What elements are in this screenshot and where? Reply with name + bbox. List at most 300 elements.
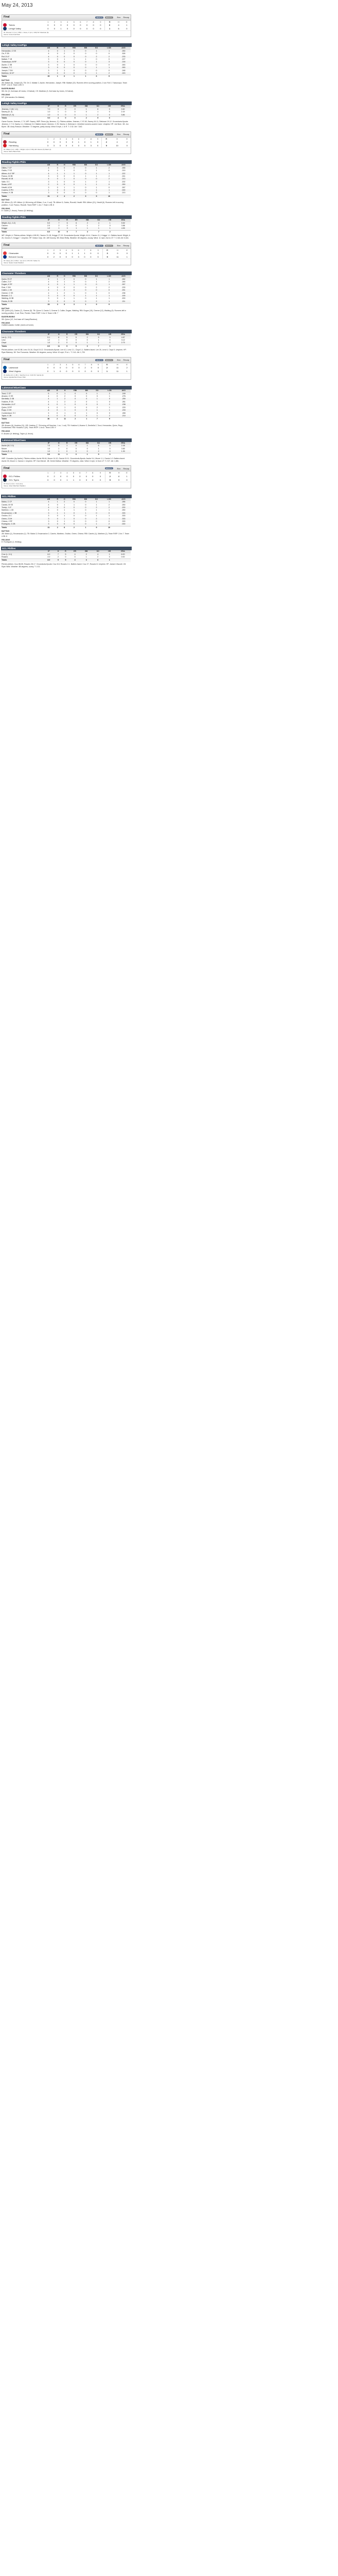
player-name-link[interactable]: Pointer, B 2B [1, 300, 43, 303]
player-name-link[interactable]: Joseph, T DH [2, 69, 13, 72]
player-name-link[interactable]: Lenz [2, 339, 6, 342]
totals-row [1, 230, 131, 233]
stat-value: 1 [61, 173, 68, 175]
total-value: 2 [68, 526, 80, 529]
stat-value: 0 [102, 398, 116, 400]
inning-header: H [116, 363, 118, 366]
player-name-link[interactable]: Quinn, D RF [2, 406, 12, 409]
stat-col-header: AB [43, 498, 54, 501]
stat-value: 1 [81, 114, 93, 117]
player-name-link[interactable]: Hudson, T C [1, 66, 43, 69]
stats-table [1, 164, 131, 198]
milbtv-button[interactable]: MILB.TV [105, 359, 112, 361]
inning-score: 3 [53, 144, 55, 147]
inning-header: 1 [47, 137, 49, 140]
stat-value: 2.70 [116, 342, 131, 345]
total-value: 9.0 [43, 117, 55, 120]
stat-value: 4 [48, 400, 49, 403]
stat-value: 0 [54, 61, 61, 63]
inning-header: E [126, 248, 128, 251]
player-name-link[interactable]: Gillies, T CF [1, 167, 43, 170]
stat-value: 1 [86, 412, 87, 414]
inning-header: 8 [91, 363, 92, 366]
venue-text: Venue: Metro Bank Park [4, 150, 21, 153]
player-name-link[interactable]: Savery (H, 4) [2, 111, 13, 113]
player-name-link[interactable]: Rodriguez, G 2B [1, 523, 43, 526]
stat-value: 0 [64, 286, 65, 289]
inning-header: 4 [65, 248, 67, 251]
total-value: 2 [104, 230, 116, 233]
game-status: Final [4, 358, 10, 362]
milbtv-button[interactable]: MILB.TV [105, 467, 112, 470]
stat-col-header: R [62, 550, 69, 553]
milbtv-button[interactable]: MILB.TV [96, 16, 102, 19]
tab-box[interactable]: Box [117, 359, 121, 362]
player-name-link[interactable]: Chinea, J RF [2, 520, 12, 522]
inning-score: 0 [60, 366, 61, 369]
stat-value: .265 [116, 167, 131, 170]
player-name-link[interactable]: Green, Z DH [1, 518, 43, 520]
stat-value: 0 [57, 286, 58, 289]
milbtv-button[interactable]: MILB.TV [105, 16, 112, 19]
inning-score: 0 [97, 366, 99, 369]
stat-value: 0 [104, 114, 116, 117]
player-name-link[interactable]: Diekman (S, 6) [1, 114, 43, 117]
stat-value: 4 [43, 501, 54, 503]
tab-box[interactable]: Box [117, 467, 121, 470]
stat-value: 0 [69, 398, 81, 400]
stat-value: 0 [85, 292, 86, 294]
stats-table [1, 550, 131, 562]
team-logo-cell [2, 369, 7, 373]
stat-value: 3.12 [121, 339, 125, 342]
stat-value: 0 [61, 415, 69, 418]
stat-value: 0 [54, 189, 61, 192]
content-column [0, 14, 131, 568]
milbtv-button[interactable]: MILB.TV [96, 359, 102, 361]
inning-score: 0 [66, 474, 68, 478]
stat-value: .213 [116, 178, 131, 180]
stat-col-header: AVG [116, 498, 131, 501]
team-name[interactable]: GCL Tigers [9, 478, 20, 481]
stat-value: 0 [109, 520, 110, 522]
inning-header: 6 [78, 248, 79, 251]
stat-value: 0 [66, 224, 68, 227]
total-value: 2 [54, 418, 61, 421]
stat-value: 1 [64, 170, 65, 172]
player-name-link[interactable]: Collier, Z LF [2, 280, 12, 283]
inning-score: 8 [118, 474, 120, 478]
tab-recap[interactable]: Recap [123, 359, 129, 362]
milbtv-button[interactable]: MILB.TV [96, 244, 102, 247]
stat-value: 1 [68, 283, 80, 286]
stat-value: 1 [109, 192, 110, 194]
stat-value: 0 [91, 512, 102, 515]
inning-score: 0 [60, 474, 62, 478]
team-name[interactable]: Brevard County [9, 255, 23, 258]
player-name-link[interactable]: Hewitt, A DH [2, 186, 12, 189]
team-logo-cell [2, 144, 7, 147]
inning-header: R [104, 21, 114, 23]
stat-value: 3 [43, 300, 54, 303]
pitching-decisions [2, 373, 131, 379]
player-name-link[interactable]: Grullon, D C [2, 515, 12, 517]
stat-value: 0 [80, 56, 91, 58]
stat-col-header: ER [70, 333, 81, 336]
stat-value: 0 [69, 403, 81, 406]
inning-header: 2 [54, 363, 55, 366]
player-name-link[interactable]: Cruz (L, 0-1) [1, 553, 43, 556]
stat-value: 1 [96, 515, 97, 517]
stat-value: 0 [61, 523, 68, 526]
stat-value: 1 [96, 509, 97, 512]
stat-value: 0 [68, 518, 80, 520]
page-date: May 24, 2013 [2, 3, 33, 8]
player-name-link[interactable]: Tocci, C CF [1, 393, 43, 395]
inning-score: 2 [53, 255, 55, 258]
team-name[interactable]: Clearwater [9, 251, 19, 255]
inning-header: 6 [78, 137, 80, 140]
player-name-link[interactable]: Asche (W, 2-0) [1, 445, 43, 447]
player-name-link[interactable]: Valle, S C [2, 180, 10, 183]
stat-value: .259 [117, 398, 131, 400]
player-name-link[interactable]: Susac, A RF [1, 183, 43, 186]
stat-value: 0 [61, 61, 68, 63]
stat-col-header: LOB [102, 389, 116, 392]
total-value [116, 303, 131, 307]
totals-row [1, 195, 131, 198]
stat-value: 2 [96, 180, 97, 183]
player-name-link[interactable]: Serritella, D 3B [1, 398, 43, 400]
inning-header: 7 [84, 248, 85, 251]
stat-value: 0 [80, 178, 91, 180]
stat-value: 1 [57, 69, 58, 72]
inning-score: 0 [84, 255, 85, 258]
total-value: 31 [43, 195, 54, 198]
team-name[interactable]: Lehigh Valley [9, 27, 21, 30]
stat-value: 0 [81, 398, 92, 400]
stat-value: 0 [54, 403, 61, 406]
stat-value: 2 [58, 556, 59, 558]
stat-col-header: AVG [117, 389, 131, 392]
inning-score: 0 [93, 24, 94, 27]
inning-header: 7 [85, 471, 87, 474]
team-logo-icon [3, 366, 7, 369]
inning-score: 0 [92, 478, 94, 481]
total-value: 6 [91, 75, 102, 78]
team-row [2, 474, 131, 478]
stat-value: 3 [64, 227, 71, 230]
stat-value: 2 [61, 278, 68, 281]
stat-value: 0 [74, 556, 76, 558]
inning-score: 1 [126, 255, 128, 258]
player-name-link[interactable]: Matos, C CF [1, 501, 43, 503]
stat-value: 3 [48, 180, 49, 183]
team-name[interactable]: GCL Phillies [9, 474, 20, 478]
inning-score: 11 [116, 370, 119, 373]
stat-value: .243 [116, 72, 131, 75]
stat-value: 3 [43, 518, 54, 520]
player-name-link[interactable]: Orr, P 2B [2, 53, 9, 55]
player-name-link[interactable]: Greene, C SS [2, 292, 13, 294]
stat-col-header: SO [92, 550, 104, 553]
player-name-link[interactable]: Hudson, K 2B [2, 192, 13, 194]
player-name-link[interactable]: Martinez, L 1B [2, 509, 14, 512]
stat-col-header: R [54, 47, 61, 49]
inning-score: 0 [97, 370, 99, 373]
stat-value: 0 [57, 186, 58, 189]
player-name-link[interactable]: Asche, C 3B [2, 63, 12, 66]
stat-value: 0 [86, 395, 87, 398]
stat-value: 2 [75, 400, 76, 403]
stat-value: 0 [68, 178, 80, 180]
player-name-link[interactable]: Hoskins, R 1B [2, 400, 13, 403]
stat-value: 0 [70, 342, 81, 345]
player-name-link[interactable]: Moore [2, 447, 7, 450]
stat-value: 1 [73, 186, 75, 189]
player-name-link[interactable]: Ruiz, C DH [2, 286, 11, 289]
inning-score: 0 [47, 366, 49, 369]
player-name-link[interactable]: Dugan, K RF [1, 283, 43, 286]
stat-value: 1 [58, 111, 59, 113]
section-header: GCL Phillies [1, 495, 132, 498]
stat-value: .267 [116, 283, 131, 286]
player-name-link[interactable]: Knigge [1, 227, 43, 230]
milbtv-button[interactable]: MILB.TV [96, 133, 102, 135]
total-value: 6 [92, 559, 104, 562]
total-value: 2 [69, 418, 81, 421]
stat-value: 0 [54, 506, 61, 509]
stat-value: 6.00 [115, 553, 131, 556]
stat-value: 4 [48, 292, 49, 294]
stat-value: 8 [54, 336, 63, 339]
stat-value: 2 [102, 393, 116, 395]
pitching-decisions [2, 30, 131, 37]
stat-value: 1 [73, 58, 75, 61]
inning-score: 0 [65, 144, 67, 147]
total-value [116, 195, 131, 198]
inning-score: 0 [78, 144, 80, 147]
stat-value: 3 [48, 412, 49, 414]
stat-value: 0 [63, 342, 70, 345]
team-row [2, 369, 131, 373]
stat-value: 2 [102, 56, 116, 58]
milbtv-button[interactable]: MILB.TV [105, 244, 112, 247]
inning-score: 3 [102, 251, 112, 255]
total-value: 0 [62, 117, 69, 120]
stat-value: 0 [85, 170, 86, 172]
section-notes [2, 121, 130, 128]
stat-value: 4 [43, 415, 54, 418]
player-name-link[interactable]: Wright, A (L, 0-2) [1, 222, 43, 225]
team-logo-icon [3, 140, 7, 144]
inning-score: 0 [59, 251, 61, 255]
tab-recap[interactable]: Recap [123, 467, 129, 470]
stat-value: 1 [102, 409, 116, 412]
tab-recap[interactable]: Recap [123, 133, 129, 136]
player-name-link[interactable]: Jimenez, C (W, 1-1) [1, 108, 43, 111]
stat-value: .333 [116, 512, 131, 515]
stat-value: 0 [54, 56, 61, 58]
stat-value: 1 [109, 180, 110, 183]
player-name-link[interactable]: Galvis, F SS [2, 170, 12, 172]
section-header: Lehigh Valley IronPigs [1, 43, 132, 47]
stat-value: 0 [109, 69, 110, 72]
player-name-link[interactable]: Cumberland, S C [2, 412, 16, 414]
stat-value: .213 [121, 192, 126, 194]
stat-value: 3 [55, 108, 62, 111]
stat-value: 0 [109, 447, 111, 450]
stats-table [1, 275, 131, 306]
stat-value: 0 [73, 286, 75, 289]
inning-header: 2 [54, 471, 55, 474]
stat-col-header: SO [92, 389, 103, 392]
player-name-link[interactable]: Canelo, M SS [2, 503, 13, 506]
score-box-header [2, 466, 131, 471]
stat-value: 5 [93, 336, 104, 339]
stat-value: 0 [73, 280, 75, 283]
stat-col-header: BB [81, 105, 93, 108]
section-notes [2, 234, 130, 240]
tab-box[interactable]: Box [117, 133, 121, 136]
player-name-link[interactable]: Cloyd [1, 342, 43, 345]
inning-score: 9 [117, 251, 118, 255]
stat-value: 0 [57, 58, 58, 61]
totals-label: Totals [1, 418, 43, 421]
notes-text: 2B: Altherr (9). HR: Altherr (4, 8th inning off Gilliam, 0 on, 0 out). TB: Altherr 5, Galvis, Rizzotti, Hewitt. RBI: Altherr (21), Hewitt (6). Runners left in scoring position, 2 out: Franco, Rizzotti. Team RISP: 1-for-7. Team LOB: 8 [2, 201, 123, 206]
total-value: 9 [91, 303, 102, 307]
total-value: 9 [102, 418, 116, 421]
stat-value: 0 [91, 283, 102, 286]
player-name-link[interactable]: Hernandez, A LF [1, 403, 43, 406]
stats-table [1, 105, 131, 120]
stat-value: 0 [68, 512, 80, 515]
stat-value: 0 [57, 63, 58, 66]
stat-value: 2.0 [47, 224, 50, 227]
stat-col-header: AVG [116, 47, 131, 49]
stat-value: 0 [75, 447, 77, 450]
player-name-link[interactable]: Castro, L 1B [1, 289, 43, 292]
tab-recap[interactable]: Recap [123, 244, 129, 247]
player-name-link[interactable]: Garcia (S, 4) [1, 450, 43, 453]
total-value: 7 [93, 230, 104, 233]
score-box [2, 131, 131, 154]
team-name[interactable]: Toledo [9, 24, 15, 27]
stat-value: 0 [70, 450, 81, 453]
stat-value: 1 [93, 227, 104, 230]
player-name-link[interactable]: Mattair, T 1B [2, 58, 12, 61]
pitching-decisions [2, 482, 131, 488]
total-value: 0 [104, 117, 116, 120]
notes-heading: BATTING [2, 199, 10, 201]
player-name-link[interactable]: Ruf, D LF [1, 56, 43, 58]
player-name-link[interactable]: Cisnero [2, 224, 8, 227]
team-name[interactable]: Lakewood [9, 366, 19, 369]
tab-recap[interactable]: Recap [123, 16, 129, 19]
stat-value: 1 [109, 515, 110, 517]
inning-header: 5 [72, 137, 74, 140]
notes-heading: FIELDING [2, 538, 10, 541]
stat-value: 0 [104, 445, 116, 447]
tab-box[interactable]: Box [117, 244, 121, 247]
team-logo-icon [3, 369, 7, 373]
player-name-link[interactable]: Walding, M 3B [2, 297, 14, 300]
stat-value: 0 [54, 409, 61, 412]
total-value: 3 [81, 559, 93, 562]
stat-value: .238 [121, 292, 126, 294]
player-name-link[interactable]: Lee (L, 2-3) [1, 336, 43, 339]
section-header: Clearwater Threshers [1, 272, 132, 275]
player-name-link[interactable]: Tromp, J LF [1, 506, 43, 509]
team-name[interactable]: Harrisburg [9, 144, 19, 147]
tab-box[interactable]: Box [117, 16, 121, 19]
team-logo-icon [3, 23, 7, 27]
stat-col-header: IP [43, 550, 55, 553]
player-name-link[interactable]: Martinez, M CF [1, 72, 43, 75]
player-name-link[interactable]: Encarnacion, L 3B [1, 512, 43, 515]
stat-col-header: ER [70, 442, 81, 445]
inning-score: 9 [102, 144, 111, 147]
stat-col-header: ER [69, 105, 81, 108]
player-name-link[interactable]: Rupp, C DH [1, 409, 43, 412]
stat-value: 7 [54, 222, 63, 225]
inning-header: 4 [66, 363, 67, 366]
player-name-link[interactable]: Cozens, D PH [1, 189, 43, 192]
venue-text: Venue: Space Coast Stadium [4, 262, 24, 264]
stat-col-header: LOB [102, 275, 116, 278]
player-name-link[interactable]: Altherr, A LF-RF [1, 173, 43, 175]
stat-value: .250 [116, 183, 131, 186]
stat-value: 3 [43, 523, 54, 526]
stat-value: 1 [61, 50, 68, 53]
inning-score: 0 [67, 27, 68, 30]
inning-score: 2 [105, 474, 115, 478]
score-box-header [2, 243, 131, 249]
team-name[interactable]: Reading [9, 141, 16, 144]
player-name-link[interactable]: Rizzotti, M 1B [1, 178, 43, 180]
inning-header: 6 [79, 471, 81, 474]
stat-value: 2.19 [121, 111, 125, 113]
stat-value: 0 [80, 518, 91, 520]
inning-score: 1 [102, 369, 112, 373]
inning-header: 2 [54, 21, 56, 23]
totals-row [1, 345, 131, 348]
milbtv-button[interactable]: MILB.TV [105, 133, 112, 135]
inning-header: R [105, 471, 115, 474]
player-name-link[interactable]: Franco, M 3B [2, 175, 13, 177]
stat-value: 4 [93, 222, 104, 225]
player-name-link[interactable]: Alvarez, D SS [2, 395, 13, 398]
player-name-link[interactable]: Rosario [2, 556, 8, 558]
player-name-link[interactable]: Quinn, R CF [1, 278, 43, 281]
stat-value: 1 [98, 339, 99, 342]
total-value: 5 [70, 345, 81, 348]
player-name-link[interactable]: Hernandez, C SS [1, 50, 43, 53]
stat-value: 0 [57, 170, 58, 172]
total-value: 2 [81, 117, 93, 120]
team-name[interactable]: West Virginia [9, 370, 21, 373]
stat-value: 4 [43, 398, 54, 400]
player-name-link[interactable]: Tuiasosopo, M RF [1, 61, 43, 63]
section-header: Lehigh Valley IronPigs [1, 101, 132, 105]
player-name-link[interactable]: Taylor, K 2B [1, 415, 43, 418]
stat-value: 1 [91, 189, 102, 192]
player-name-link[interactable]: Bossart, C C [1, 295, 43, 297]
stat-value: 6 [71, 222, 82, 225]
stat-value: 1 [61, 403, 69, 406]
total-value: 9 [92, 117, 104, 120]
stat-value: 0 [96, 63, 97, 66]
